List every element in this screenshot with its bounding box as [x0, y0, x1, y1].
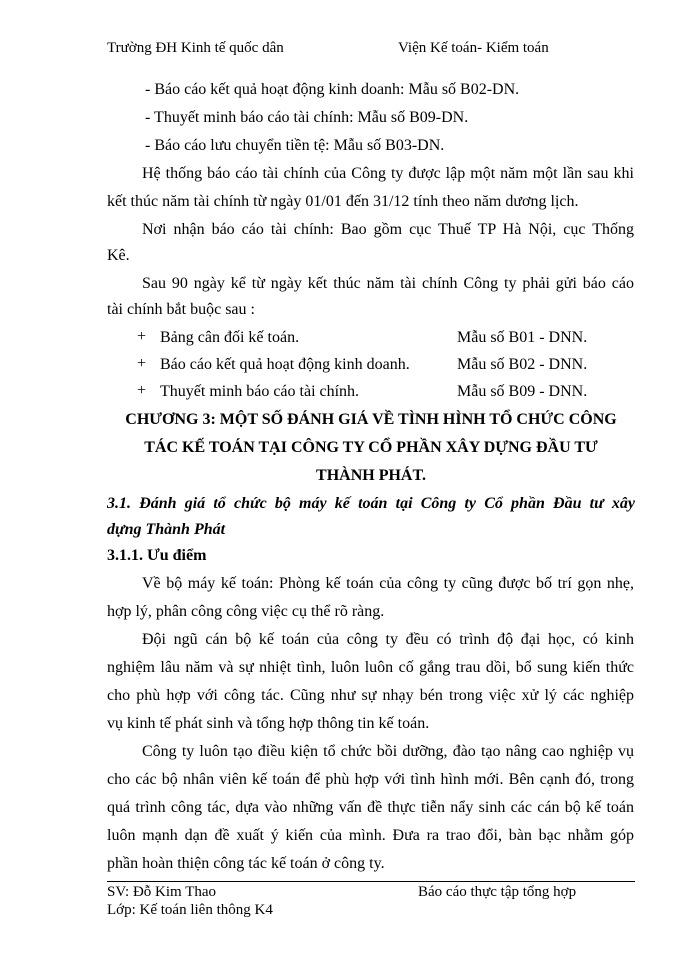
chapter-title: CHƯƠNG 3: MỘT SỐ ĐÁNH GIÁ VỀ TÌNH HÌNH TỔ CHỨC CÔNG: [125, 411, 617, 428]
paragraph-line: Hệ thống báo cáo tài chính của Công ty được lập một năm một lần sau khi: [142, 165, 634, 182]
paragraph-line: Đội ngũ cán bộ kế toán của công ty đều có trình độ đại học, có kinh: [142, 631, 634, 648]
paragraph-line: hợp lý, phân công công việc cụ thể rõ ràng.: [107, 603, 385, 620]
paragraph-line: vụ kinh tế phát sinh và tổng hợp thông tin kế toán.: [107, 715, 430, 732]
header-institute: Viện Kế toán- Kiểm toán: [398, 40, 549, 56]
report-name: Bảng cân đối kế toán.: [160, 329, 300, 346]
list-marker: +: [137, 328, 147, 345]
chapter-title: TÁC KẾ TOÁN TẠI CÔNG TY CỔ PHẦN XÂY DỰNG ĐẦU TƯ: [144, 439, 598, 456]
paragraph-line: cho các bộ nhân viên kế toán để phù hợp với tình hình mới. Bên cạnh đó, trong: [107, 771, 634, 788]
paragraph-line: kết thúc năm tài chính từ ngày 01/01 đến 31/12 tính theo năm dương lịch.: [107, 193, 579, 210]
report-name: Báo cáo kết quả hoạt động kinh doanh.: [160, 356, 410, 373]
list-marker: +: [137, 355, 147, 372]
report-name: Thuyết minh báo cáo tài chính.: [160, 383, 360, 400]
subsection-heading: 3.1.1. Ưu điểm: [107, 547, 207, 564]
paragraph-line: luôn mạnh dạn đề xuất ý kiến của mình. Đưa ra trao đổi, bàn bạc nhằm góp: [107, 827, 634, 844]
report-form: Mẫu số B09 - DNN.: [457, 383, 588, 400]
paragraph-line: cho phù hợp với công tác. Cũng như sự nhạy bén trong việc xử lý các nghiệp: [107, 687, 634, 704]
paragraph-line: Nơi nhận báo cáo tài chính: Bao gồm cục Thuế TP Hà Nội, cục Thống: [142, 221, 634, 238]
footer-class: Lớp: Kế toán liên thông K4: [107, 902, 273, 918]
list-marker: +: [137, 382, 147, 399]
chapter-title: THÀNH PHÁT.: [316, 467, 426, 484]
paragraph-line: Về bộ máy kế toán: Phòng kế toán của công ty cũng được bố trí gọn nhẹ,: [142, 575, 634, 592]
report-form: Mẫu số B02 - DNN.: [457, 356, 588, 373]
section-heading: dựng Thành Phát: [107, 521, 226, 538]
paragraph-line: Kê.: [107, 247, 130, 264]
report-form: Mẫu số B01 - DNN.: [457, 329, 588, 346]
bullet-line: - Báo cáo lưu chuyển tiền tệ: Mẫu số B03-DN.: [145, 137, 445, 154]
bullet-line: - Thuyết minh báo cáo tài chính: Mẫu số B09-DN.: [145, 109, 469, 126]
footer-report-title: Báo cáo thực tập tổng hợp: [418, 884, 577, 900]
paragraph-line: nghiệm lâu năm và sự nhiệt tình, luôn luôn cố gắng trau dồi, bổ sung kiến thức: [107, 659, 634, 676]
section-heading: 3.1. Đánh giá tổ chức bộ máy kế toán tại Công ty Cổ phần Đầu tư xây: [107, 495, 635, 512]
paragraph-line: tài chính bắt buộc sau :: [107, 301, 255, 318]
paragraph-line: phần hoàn thiện công tác kế toán ở công ty.: [107, 855, 385, 872]
paragraph-line: Sau 90 ngày kể từ ngày kết thúc năm tài chính Công ty phải gửi báo cáo: [142, 275, 634, 292]
footer-divider: [107, 881, 635, 882]
bullet-line: - Báo cáo kết quả hoạt động kinh doanh: Mẫu số B02-DN.: [145, 81, 520, 98]
header-university: Trường ĐH Kinh tế quốc dân: [107, 40, 284, 56]
paragraph-line: quá trình công tác, dựa vào những vấn đề thực tiễn nẩy sinh các cán bộ kế toán: [107, 799, 634, 816]
paragraph-line: Công ty luôn tạo điều kiện tổ chức bồi dưỡng, đào tạo nâng cao nghiệp vụ: [142, 743, 634, 760]
footer-student: SV: Đỗ Kim Thao: [107, 884, 217, 900]
